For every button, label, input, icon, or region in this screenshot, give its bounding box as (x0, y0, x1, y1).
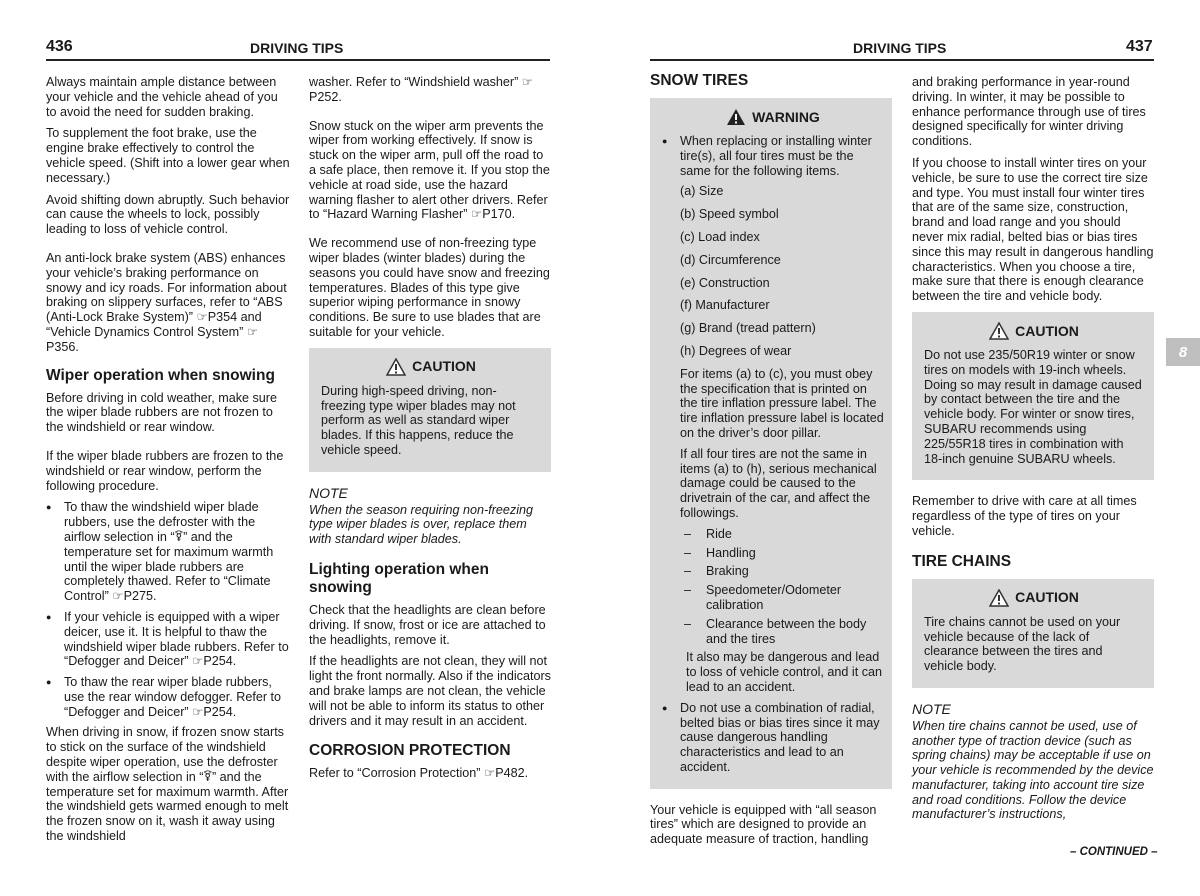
caution-header (321, 358, 541, 376)
paragraph: It also may be dangerous and lead to loss of vehicle control, and it can lead to an accident. (686, 650, 883, 694)
warning-triangle-icon (386, 358, 406, 376)
page-number: 436 (46, 38, 73, 55)
list-item: (g) Brand (tread pattern) (680, 321, 816, 336)
caution-header (924, 322, 1144, 340)
list-item: (f) Manufacturer (680, 298, 770, 313)
warning-triangle-icon (726, 108, 746, 126)
warning-triangle-icon (989, 589, 1009, 607)
paragraph: Remember to drive with care at all times regardless of the type of tires on your vehicle. (912, 494, 1137, 538)
list-item: (e) Construction (680, 275, 770, 290)
heading-corrosion-protection: CORROSION PROTECTION (309, 742, 511, 760)
dash-item: – Handling (680, 546, 884, 561)
paragraph: Your vehicle is equipped with “all season tires” which are designed to provide an adequate measure of traction, handling (650, 802, 877, 847)
caution-box (309, 348, 551, 472)
paragraph: Snow stuck on the wiper arm prevents the wiper from working effectively. If snow is stuck on the wiper arm, pull off the road to a safe place, then remove it. If you stop the vehicle at road side, use the hazard warning flasher to alert other drivers. Refer to “Hazard Warning Flasher” ☞P170. (309, 118, 550, 222)
warning-triangle-icon (989, 322, 1009, 340)
section-title: DRIVING TIPS (250, 40, 344, 56)
list-item: (a) Size (680, 184, 724, 199)
heading-wiper-operation: Wiper operation when snowing (46, 366, 275, 384)
heading-lighting-operation: Lighting operation when snowing (309, 560, 489, 596)
right-column-2 (912, 75, 1154, 822)
note-title: NOTE (912, 700, 951, 717)
paragraph: When driving in snow, if frozen snow starts to stick on the surface of the windshield despite wiper operation, use the defroster with the airflow selection in “🜑” and the temperature set for maximum warmth. After the windshield gets warmed enough to melt the frozen snow on it, wash it away using the windshield (46, 725, 289, 844)
paragraph: Avoid shifting down abruptly. Such behavior can cause the wheels to lock, possibly leading to loss of vehicle control. (46, 192, 290, 237)
heading-snow-tires: SNOW TIRES (650, 72, 749, 89)
bullet-item: ● Do not use a combination of radial, belted bias or bias tires since it may cause dangerous handling characteristics and lead to an accident. (662, 701, 884, 775)
bullet-item: ● To thaw the rear wiper blade rubbers, use the rear window defogger. Refer to “Defogger and Deicer” ☞P254. (46, 675, 290, 719)
paragraph: Check that the headlights are clean before driving. If snow, frost or ice are attached to the headlights, remove it. (309, 602, 546, 647)
left-column-2 (309, 75, 551, 788)
note-text: When tire chains cannot be used, use of another type of traction device (such as spring chains) may be acceptable if use on your vehicle is recommended by the device manufacturer, taking into account tire size and road conditions. Follow the device manufacturer’s instructions, (912, 718, 1154, 822)
paragraph: Before driving in cold weather, make sure the wiper blade rubbers are not frozen to the windshield or rear window. (46, 390, 278, 435)
paragraph: Refer to “Corrosion Protection” ☞P482. (309, 766, 529, 781)
header-rule (46, 59, 550, 61)
paragraph: For items (a) to (c), you must obey the specification that is printed on the tire inflation pressure label. The tire inflation pressure label is located on the driver’s door pillar. (680, 366, 884, 440)
paragraph: washer. Refer to “Windshield washer” ☞P252. (309, 75, 534, 104)
list-item: (h) Degrees of wear (680, 343, 792, 358)
chapter-tab: 8 (1166, 338, 1200, 366)
caution-title: CAUTION (412, 358, 476, 375)
right-column-1 (650, 72, 892, 854)
caution-title: CAUTION (1015, 322, 1079, 339)
caution-title: CAUTION (1015, 589, 1079, 606)
dash-item: – Speedometer/Odometer calibration (680, 583, 884, 613)
warning-header (662, 108, 884, 126)
items-list (662, 184, 884, 694)
caution-text: Do not use 235/50R19 winter or snow tires on models with 19-inch wheels. Doing so may result in damage caused by contact between the tire and the vehicle body. For winter or snow tires, SUBARU recommends using 225/55R18 tires in combination with 18-inch genuine SUBARU wheels. (924, 347, 1142, 466)
list-item: (b) Speed symbol (680, 207, 779, 222)
bullet-item: ● When replacing or installing winter tire(s), all four tires must be the same for the following items. (662, 134, 884, 178)
paragraph: Always maintain ample distance between your vehicle and the vehicle ahead of you to avoid the need for sudden braking. (46, 75, 278, 119)
header-rule (650, 59, 1154, 61)
heading-tire-chains: TIRE CHAINS (912, 552, 1012, 570)
paragraph: If the wiper blade rubbers are frozen to the windshield or rear window, perform the following procedure. (46, 448, 284, 493)
paragraph: If you choose to install winter tires on your vehicle, be sure to use the correct tire size and type. You must install four winter tires that are of the same size, construction, brand and load range and you should never mix radial, belted bias or bias tires since this may result in dangerous handling characteristics. When you choose a tire, make sure that there is enough clearance between the tire and vehicle body. (912, 155, 1154, 304)
paragraph: If the headlights are not clean, they will not light the front normally. Also if the indicators and brake lamps are not clean, the vehicle will not be able to inform its status to other drivers and it may result in an accident. (309, 654, 551, 728)
bullet-item: ● To thaw the windshield wiper blade rubbers, use the defroster with the airflow selection in “🜑” and the temperature set for maximum warmth until the wiper blade rubbers are completely thawed. Refer to “Climate Control” ☞P275. (46, 500, 290, 604)
continued-label: – CONTINUED – (1070, 846, 1158, 858)
list-item: (d) Circumference (680, 252, 781, 267)
caution-header (924, 589, 1144, 607)
paragraph: If all four tires are not the same in items (a) to (h), serious mechanical damage could be caused to the drivetrain of the car, and affect the followings. (680, 446, 877, 520)
page-number: 437 (1126, 38, 1153, 55)
note-title: NOTE (309, 484, 348, 501)
note-text: When the season requiring non-freezing type wiper blades is over, replace them with standard wiper blades. (309, 502, 534, 547)
warning-box (650, 98, 892, 789)
left-column-1 (46, 75, 290, 851)
dash-item: – Braking (680, 564, 884, 579)
caution-text: Tire chains cannot be used on your vehicle because of the lack of clearance between the tires and vehicle body. (924, 614, 1121, 674)
caution-box (912, 579, 1154, 688)
bullet-item: ● If your vehicle is equipped with a wiper deicer, use it. It is helpful to thaw the windshield wiper blade rubbers. Refer to “Defogger and Deicer” ☞P254. (46, 610, 290, 669)
paragraph: and braking performance in year-round driving. In winter, it may be possible to enhance performance through use of tires designed specifically for winter driving conditions. (912, 75, 1146, 149)
warning-title: WARNING (752, 108, 820, 125)
dash-item: – Clearance between the body and the tires (680, 617, 884, 647)
paragraph: An anti-lock brake system (ABS) enhances your vehicle’s braking performance on snowy and icy roads. For information about braking on slippery surfaces, refer to “ABS (Anti-Lock Brake System)” ☞P354 and “Vehicle Dynamics Control System” ☞P356. (46, 250, 287, 354)
paragraph: We recommend use of non-freezing type wiper blades (winter blades) during the seasons you could have snow and freezing temperatures. Blades of this type give superior wiping performance in snowy conditions. Be sure to use blades that are suitable for your vehicle. (309, 236, 550, 339)
caution-text: During high-speed driving, non-freezing type wiper blades may not perform as well as standard wiper blades. If this happens, reduce the vehicle speed. (321, 383, 516, 457)
paragraph: To supplement the foot brake, use the engine brake effectively to control the vehicle speed. (Shift into a lower gear when necessary.) (46, 126, 290, 185)
caution-box (912, 312, 1154, 480)
section-title: DRIVING TIPS (853, 40, 947, 56)
right-page (600, 0, 1200, 896)
dash-item: – Ride (680, 527, 884, 542)
list-item: (c) Load index (680, 229, 760, 244)
